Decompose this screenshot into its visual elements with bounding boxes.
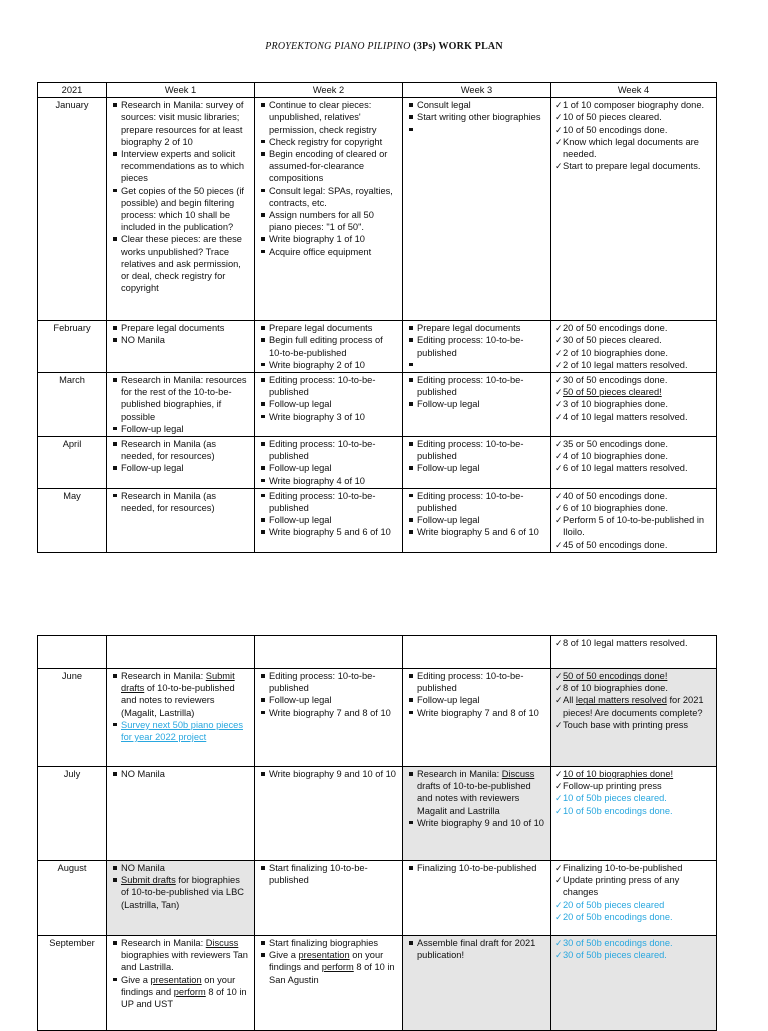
task-item: NO Manila: [111, 334, 250, 346]
task-list: [111, 862, 250, 911]
month-label: May: [38, 488, 107, 552]
milestone-list: [555, 322, 712, 371]
task-item: Research in Manila: resources for the rest of the 10-to-be-published biographies, if possible: [111, 374, 250, 423]
cell-empty: [107, 636, 255, 669]
text-fragment: for 2021 pieces! Are documents complete?: [563, 695, 704, 718]
task-list: [259, 438, 398, 487]
milestone-item: ✓ Follow-up printing press: [555, 780, 712, 792]
milestone-list: [555, 937, 712, 961]
task-item-empty: [407, 359, 546, 371]
task-list: [407, 438, 546, 475]
milestone-item-highlight: ✓ 20 of 50b pieces cleared: [555, 899, 712, 911]
task-item: Assemble final draft for 2021 publication!: [407, 937, 546, 961]
cell-week-4: [551, 98, 717, 321]
task-list: [111, 322, 250, 346]
cell-week-3: [403, 98, 551, 321]
header-year: 2021: [38, 83, 107, 98]
cell-week-2: [255, 488, 403, 552]
task-item: Clear these pieces: are these works unpublished? Trace relatives and ask permission, or deal, check registry for copyright: [111, 233, 250, 294]
task-item: Editing process: 10-to-be-published: [259, 490, 398, 514]
text-fragment: All: [563, 695, 576, 706]
work-plan-table-1: [37, 82, 717, 553]
task-item: Editing process: 10-to-be-published: [407, 334, 546, 358]
milestone-item: ✓ 2 of 10 legal matters resolved.: [555, 359, 712, 371]
month-label: August: [38, 861, 107, 936]
row-february: [38, 321, 717, 373]
task-list: [111, 99, 250, 294]
milestone-item: ✓ 6 of 10 biographies done.: [555, 502, 712, 514]
task-item: Write biography 3 of 10: [259, 411, 398, 423]
cell-week-1: [107, 321, 255, 373]
task-list: [259, 374, 398, 423]
task-item: Check registry for copyright: [259, 136, 398, 148]
milestone-item-highlight: ✓ 30 of 50b pieces cleared.: [555, 949, 712, 961]
task-item: Follow-up legal: [407, 694, 546, 706]
header-row: [38, 83, 717, 98]
task-list: [259, 768, 398, 780]
milestone-item: ✓ 8 of 10 biographies done.: [555, 682, 712, 694]
task-list: [407, 862, 546, 874]
text-fragment: Give a: [121, 974, 151, 985]
milestone-item: ✓ 35 or 50 encodings done.: [555, 438, 712, 450]
month-label: July: [38, 767, 107, 861]
milestone-item: ✓ 1 of 10 composer biography done.: [555, 99, 712, 111]
task-item: Follow-up legal: [407, 462, 546, 474]
text-fragment: Discuss: [501, 769, 535, 779]
task-item: Assign numbers for all 50 piano pieces: "1 of 50".: [259, 209, 398, 233]
milestone-item: ✓ 30 of 50 encodings done.: [555, 374, 712, 386]
task-item: Acquire office equipment: [259, 246, 398, 258]
cell-week-4: [551, 861, 717, 936]
cell-empty: [255, 636, 403, 669]
task-list: [407, 670, 546, 719]
header-week-2: Week 2: [255, 83, 403, 98]
task-item: Editing process: 10-to-be-published: [259, 438, 398, 462]
task-list: [407, 768, 546, 829]
cell-week-4: [551, 669, 717, 767]
cell-week-3: [403, 669, 551, 767]
milestone-item: ✓ 3 of 10 biographies done.: [555, 398, 712, 410]
milestone-item: ✓ Touch base with printing press: [555, 719, 712, 731]
milestone-list: [555, 768, 712, 817]
task-item: [259, 949, 398, 986]
task-item: Editing process: 10-to-be-published: [407, 670, 546, 694]
milestone-item: ✓ 8 of 10 legal matters resolved.: [555, 637, 712, 649]
milestone-item: ✓ 6 of 10 legal matters resolved.: [555, 462, 712, 474]
cell-week-3: [403, 767, 551, 861]
task-item: [111, 874, 250, 911]
title-italic: PROYEKTONG PIANO PILIPINO: [265, 41, 411, 52]
row-january: [38, 98, 717, 321]
text-fragment: on your findings and: [269, 950, 384, 973]
task-item: Write biography 9 and 10 of 10: [407, 817, 546, 829]
text-fragment: biographies with reviewers Tan and Lastrilla.: [121, 950, 248, 973]
month-label: June: [38, 669, 107, 767]
task-list: [111, 490, 250, 514]
cell-week-2: [255, 669, 403, 767]
header-week-1: Week 1: [107, 83, 255, 98]
task-item: Editing process: 10-to-be-published: [259, 670, 398, 694]
task-list: [407, 490, 546, 539]
header-week-4: Week 4: [551, 83, 717, 98]
milestone-list: [555, 862, 712, 923]
cell-week-3: [403, 321, 551, 373]
task-item: Follow-up legal: [407, 398, 546, 410]
task-item: NO Manila: [111, 768, 250, 780]
text-fragment: 8 of 10 in UP and UST: [121, 986, 247, 1010]
task-list: [259, 670, 398, 719]
cell-week-4: [551, 767, 717, 861]
milestone-list: [555, 670, 712, 731]
milestone-item: ✓ 10 of 50 pieces cleared.: [555, 111, 712, 123]
task-item: Research in Manila (as needed, for resources): [111, 490, 250, 514]
task-item: Prepare legal documents: [259, 322, 398, 334]
cell-week-3: [403, 488, 551, 552]
task-list: [111, 768, 250, 780]
milestone-item: ✓ 10 of 10 biographies done!: [555, 768, 712, 780]
task-list: [259, 322, 398, 371]
cell-empty: [403, 636, 551, 669]
milestone-item-highlight: ✓ 10 of 50b pieces cleared.: [555, 792, 712, 804]
task-item: Editing process: 10-to-be-published: [407, 374, 546, 398]
task-list: [259, 99, 398, 258]
text-fragment: Research in Manila:: [121, 671, 206, 681]
text-fragment: legal matters resolved: [575, 695, 667, 706]
task-item: Consult legal: SPAs, royalties, contracts, etc.: [259, 185, 398, 209]
task-list: [111, 374, 250, 435]
milestone-item: ✓ 4 of 10 legal matters resolved.: [555, 411, 712, 423]
text-fragment: 8 of 10 in San Agustin: [269, 962, 395, 985]
cell-empty: [38, 636, 107, 669]
text-fragment: Submit drafts: [121, 671, 235, 694]
milestone-item-highlight: ✓ 10 of 50b encodings done.: [555, 805, 712, 817]
milestone-list: [555, 637, 712, 649]
milestone-item: ✓ Know which legal documents are needed.: [555, 136, 712, 160]
task-item: [407, 768, 546, 817]
task-list: [259, 937, 398, 986]
text-fragment: Discuss: [205, 938, 239, 948]
milestone-item-highlight: ✓ 30 of 50b encodings done.: [555, 937, 712, 949]
milestone-item: ✓ 20 of 50 encodings done.: [555, 322, 712, 334]
task-item: Follow-up legal: [259, 694, 398, 706]
task-list: [111, 438, 250, 475]
milestone-item: ✓ 50 of 50 pieces cleared!: [555, 386, 712, 398]
task-item: NO Manila: [111, 862, 250, 874]
milestone-list: [555, 374, 712, 423]
cell-week-4: [551, 636, 717, 669]
task-item: Write biography 1 of 10: [259, 233, 398, 245]
cell-week-3: [403, 373, 551, 437]
text-fragment: drafts of 10-to-be-published and notes with reviewers Magalit and Lastrilla: [417, 781, 531, 816]
text-fragment: Give a: [269, 950, 299, 961]
month-label: March: [38, 373, 107, 437]
text-fragment: presentation: [298, 950, 350, 961]
cell-week-1: [107, 437, 255, 489]
task-item: Research in Manila (as needed, for resources): [111, 438, 250, 462]
task-item: Prepare legal documents: [111, 322, 250, 334]
milestone-item: ✓ 30 of 50 pieces cleared.: [555, 334, 712, 346]
row-march: [38, 373, 717, 437]
task-item: Follow-up legal: [259, 462, 398, 474]
cell-week-2: [255, 936, 403, 1031]
task-item-empty: [407, 124, 546, 136]
task-item: Write biography 9 and 10 of 10: [259, 768, 398, 780]
task-item: Get copies of the 50 pieces (if possible) and begin filtering process: which 10 shall be included in the publication?: [111, 185, 250, 234]
task-item: Write biography 2 of 10: [259, 359, 398, 371]
cell-week-4: [551, 488, 717, 552]
task-item: Write biography 7 and 8 of 10: [407, 707, 546, 719]
task-item: Write biography 5 and 6 of 10: [259, 526, 398, 538]
task-item: Consult legal: [407, 99, 546, 111]
milestone-item: ✓ 4 of 10 biographies done.: [555, 450, 712, 462]
task-list: [111, 670, 250, 743]
cell-week-2: [255, 98, 403, 321]
task-list: [259, 862, 398, 886]
row-june: [38, 669, 717, 767]
milestone-item: ✓ Perform 5 of 10-to-be-published in Iloilo.: [555, 514, 712, 538]
cell-week-3: [403, 437, 551, 489]
milestone-list: [555, 490, 712, 551]
text-fragment: perform: [173, 986, 206, 997]
task-item: Interview experts and solicit recommendations as to which pieces: [111, 148, 250, 185]
row-may: [38, 488, 717, 552]
cell-week-2: [255, 373, 403, 437]
cell-week-2: [255, 767, 403, 861]
milestone-list: [555, 438, 712, 475]
milestone-item: ✓ 45 of 50 encodings done.: [555, 539, 712, 551]
task-item-highlight: Survey next 50b piano pieces for year 2022 project: [111, 719, 250, 743]
milestone-item: ✓ Finalizing 10-to-be-published: [555, 862, 712, 874]
cell-week-3: [403, 861, 551, 936]
milestone-list: [555, 99, 712, 172]
milestone-item: ✓ 40 of 50 encodings done.: [555, 490, 712, 502]
text-fragment: Submit drafts: [121, 875, 176, 886]
task-item: [111, 670, 250, 719]
row-august: [38, 861, 717, 936]
task-item: Start writing other biographies: [407, 111, 546, 123]
task-list: [407, 374, 546, 411]
task-item: Follow-up legal: [111, 423, 250, 435]
row-april: [38, 437, 717, 489]
task-list: [111, 937, 250, 1010]
task-item: Research in Manila: survey of sources: visit music libraries; prepare resources for at least biography 2 of 10: [111, 99, 250, 148]
task-item: Follow-up legal: [259, 514, 398, 526]
cell-week-1: [107, 861, 255, 936]
task-item: Editing process: 10-to-be-published: [259, 374, 398, 398]
text-fragment: presentation: [150, 974, 202, 985]
task-item: Write biography 4 of 10: [259, 475, 398, 487]
text-fragment: of 10-to-be-published and notes to reviewers (Magalit, Lastrilla): [121, 683, 235, 718]
cell-week-4: [551, 437, 717, 489]
task-list: [407, 322, 546, 371]
row-september: [38, 936, 717, 1031]
milestone-item: ✓ 10 of 50 encodings done.: [555, 124, 712, 136]
task-item: Continue to clear pieces: unpublished, relatives' permission, check registry: [259, 99, 398, 136]
cell-week-1: [107, 936, 255, 1031]
task-list: [407, 937, 546, 961]
work-plan-table-2: [37, 635, 717, 1031]
task-item: [111, 974, 250, 1011]
task-item: Prepare legal documents: [407, 322, 546, 334]
task-list: [259, 490, 398, 539]
cell-week-1: [107, 669, 255, 767]
cell-week-2: [255, 437, 403, 489]
task-item: Write biography 5 and 6 of 10: [407, 526, 546, 538]
cell-week-4: [551, 373, 717, 437]
task-item: Start finalizing 10-to-be-published: [259, 862, 398, 886]
cell-week-1: [107, 98, 255, 321]
cell-week-1: [107, 767, 255, 861]
task-item: Begin full editing process of 10-to-be-published: [259, 334, 398, 358]
row-july: [38, 767, 717, 861]
cell-week-1: [107, 373, 255, 437]
milestone-item: ✓ 2 of 10 biographies done.: [555, 347, 712, 359]
cell-week-2: [255, 861, 403, 936]
task-item: Follow-up legal: [259, 398, 398, 410]
month-label: September: [38, 936, 107, 1031]
task-list: [407, 99, 546, 136]
document-title: [0, 41, 768, 52]
cell-week-4: [551, 321, 717, 373]
task-item: Editing process: 10-to-be-published: [407, 438, 546, 462]
milestone-item: ✓ Update printing press of any changes: [555, 874, 712, 898]
task-item: Begin encoding of cleared or assumed-for-clearance compositions: [259, 148, 398, 185]
month-label: April: [38, 437, 107, 489]
milestone-item-highlight: ✓ 20 of 50b encodings done.: [555, 911, 712, 923]
task-item: Follow-up legal: [407, 514, 546, 526]
task-item: Editing process: 10-to-be-published: [407, 490, 546, 514]
text-fragment: perform: [321, 962, 354, 973]
cell-week-1: [107, 488, 255, 552]
task-item: Start finalizing biographies: [259, 937, 398, 949]
task-item: Follow-up legal: [111, 462, 250, 474]
text-fragment: on your findings and: [121, 974, 236, 997]
text-fragment: Research in Manila:: [417, 769, 502, 779]
cell-week-3: [403, 936, 551, 1031]
title-bold: (3Ps) WORK PLAN: [413, 41, 503, 52]
cell-week-2: [255, 321, 403, 373]
row-continuation: [38, 636, 717, 669]
milestone-item: ✓ Start to prepare legal documents.: [555, 160, 712, 172]
task-item: Write biography 7 and 8 of 10: [259, 707, 398, 719]
task-item: Finalizing 10-to-be-published: [407, 862, 546, 874]
task-item: [111, 937, 250, 974]
header-week-3: Week 3: [403, 83, 551, 98]
month-label: February: [38, 321, 107, 373]
milestone-item: [555, 694, 712, 718]
text-fragment: Research in Manila:: [121, 938, 206, 948]
cell-week-4: [551, 936, 717, 1031]
text-fragment: for biographies of 10-to-be-published via LBC (Lastrilla, Tan): [121, 875, 244, 910]
month-label: January: [38, 98, 107, 321]
milestone-item: ✓ 50 of 50 encodings done!: [555, 670, 712, 682]
